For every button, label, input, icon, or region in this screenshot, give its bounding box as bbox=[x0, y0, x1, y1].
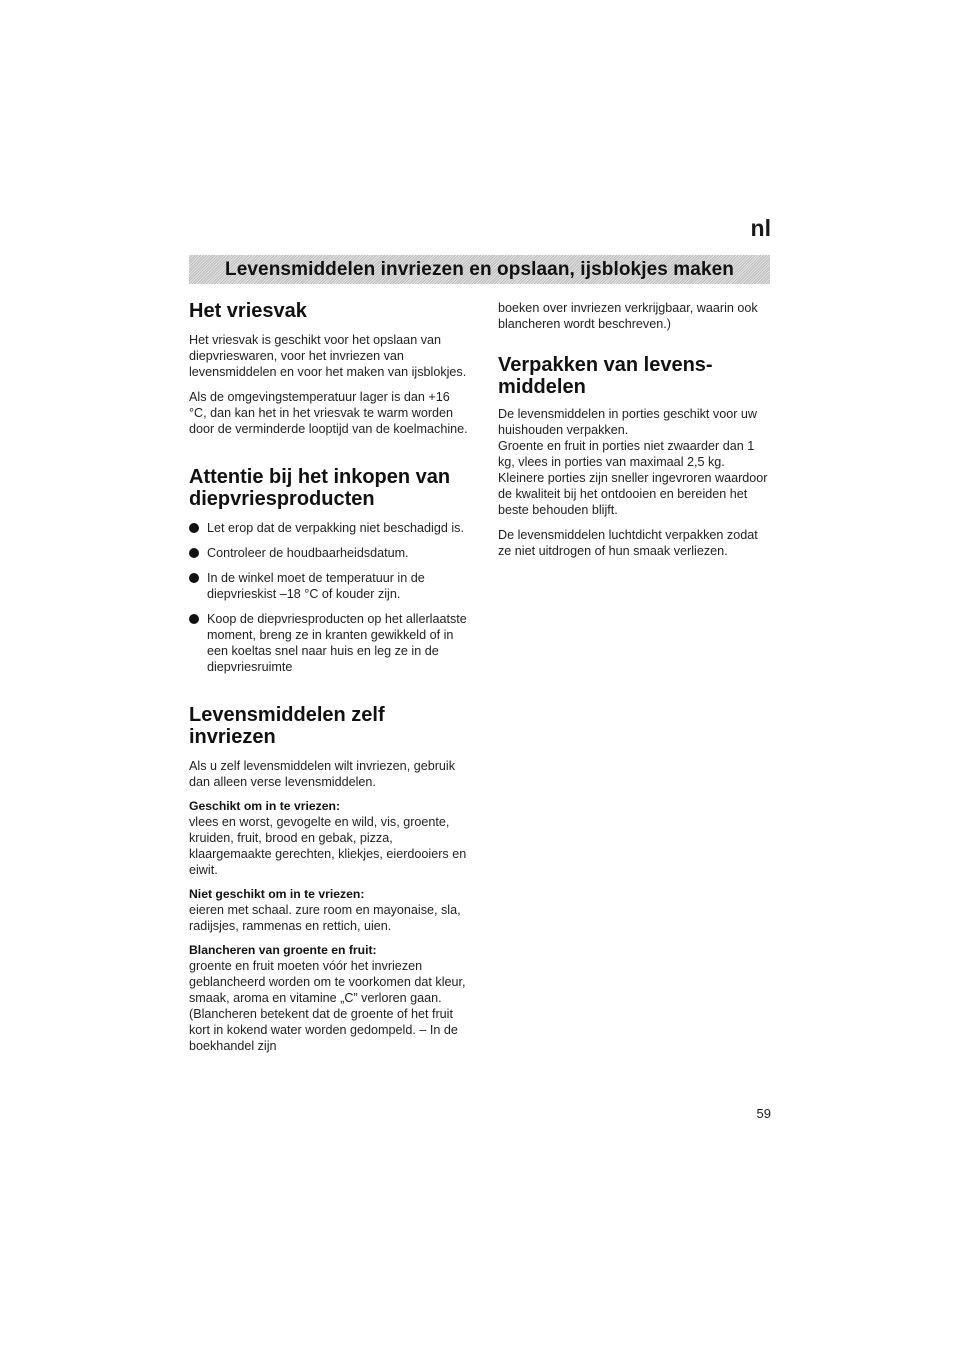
list-item: In de winkel moet de temperatuur in de diepvrieskist –18 °C of kouder zijn. bbox=[189, 570, 469, 602]
paragraph: Het vriesvak is geschikt voor het opslaan van diepvrieswaren, voor het invriezen van levensmiddelen en voor het maken van ijsblokjes. bbox=[189, 333, 467, 379]
subheading: Blancheren van groente en fruit: bbox=[189, 943, 377, 957]
section-title-inkopen: Attentie bij het inkopen van diepvriesproducten bbox=[189, 466, 451, 510]
paragraph: eieren met schaal. zure room en mayonaise, sla, radijsjes, rammenas en rettich, uien. bbox=[189, 903, 461, 933]
section-title-verpakken: Verpakken van levens- middelen bbox=[498, 354, 713, 398]
paragraph: boeken over invriezen verkrijgbaar, waarin ook blancheren wordt beschreven.) bbox=[498, 301, 758, 331]
subheading: Geschikt om in te vriezen: bbox=[189, 799, 341, 813]
bullet-list bbox=[189, 520, 469, 675]
section-title-zelf-invriezen: Levensmiddelen zelf invriezen bbox=[189, 704, 385, 748]
section-title-vriesvak: Het vriesvak bbox=[189, 300, 307, 322]
paragraph: vlees en worst, gevogelte en wild, vis, groente, kruiden, fruit, brood en gebak, pizza, klaargemaakte gerechten, kliekjes, eierdooiers en eiwit. bbox=[189, 815, 467, 877]
list-item: Koop de diepvriesproducten op het allerlaatste moment, breng ze in kranten gewikkeld of in een koeltas snel naar huis en leg ze in de diepvriesruimte bbox=[189, 611, 469, 675]
right-column bbox=[498, 300, 773, 559]
left-column bbox=[189, 300, 469, 1054]
paragraph: Groente en fruit in porties niet zwaarder dan 1 kg, vlees in porties van maximaal 2,5 kg. Kleinere porties zijn sneller ingevroren waardoor de kwaliteit bij het ontdooien en bereiden het beste behouden blijft. bbox=[498, 439, 768, 517]
subheading: Niet geschikt om in te vriezen: bbox=[189, 887, 365, 901]
paragraph: groente en fruit moeten vóór het invriezen geblancheerd worden om te voorkomen dat kleur, smaak, aroma en vitamine „C” verloren gaan. (Blancheren betekent dat de groente of het fruit kort in kokend water worden gedompeld. – In de boekhandel zijn bbox=[189, 959, 466, 1053]
paragraph: Als u zelf levensmiddelen wilt invriezen, gebruik dan alleen verse levensmiddelen. bbox=[189, 759, 455, 789]
paragraph: De levensmiddelen luchtdicht verpakken zodat ze niet uitdrogen of hun smaak verliezen. bbox=[498, 528, 758, 558]
paragraph: De levensmiddelen in porties geschikt voor uw huishouden verpakken. bbox=[498, 407, 758, 437]
language-tag: nl bbox=[750, 215, 771, 241]
page-number: 59 bbox=[756, 1106, 771, 1121]
list-item: Let erop dat de verpakking niet beschadigd is. bbox=[189, 520, 469, 536]
chapter-banner: Levensmiddelen invriezen en opslaan, ijsblokjes maken bbox=[189, 255, 770, 284]
list-item: Controleer de houdbaarheidsdatum. bbox=[189, 545, 469, 561]
paragraph: Als de omgevingstemperatuur lager is dan +16 °C, dan kan het in het vriesvak te warm worden door de verminderde looptijd van de koelmachine. bbox=[189, 390, 468, 436]
